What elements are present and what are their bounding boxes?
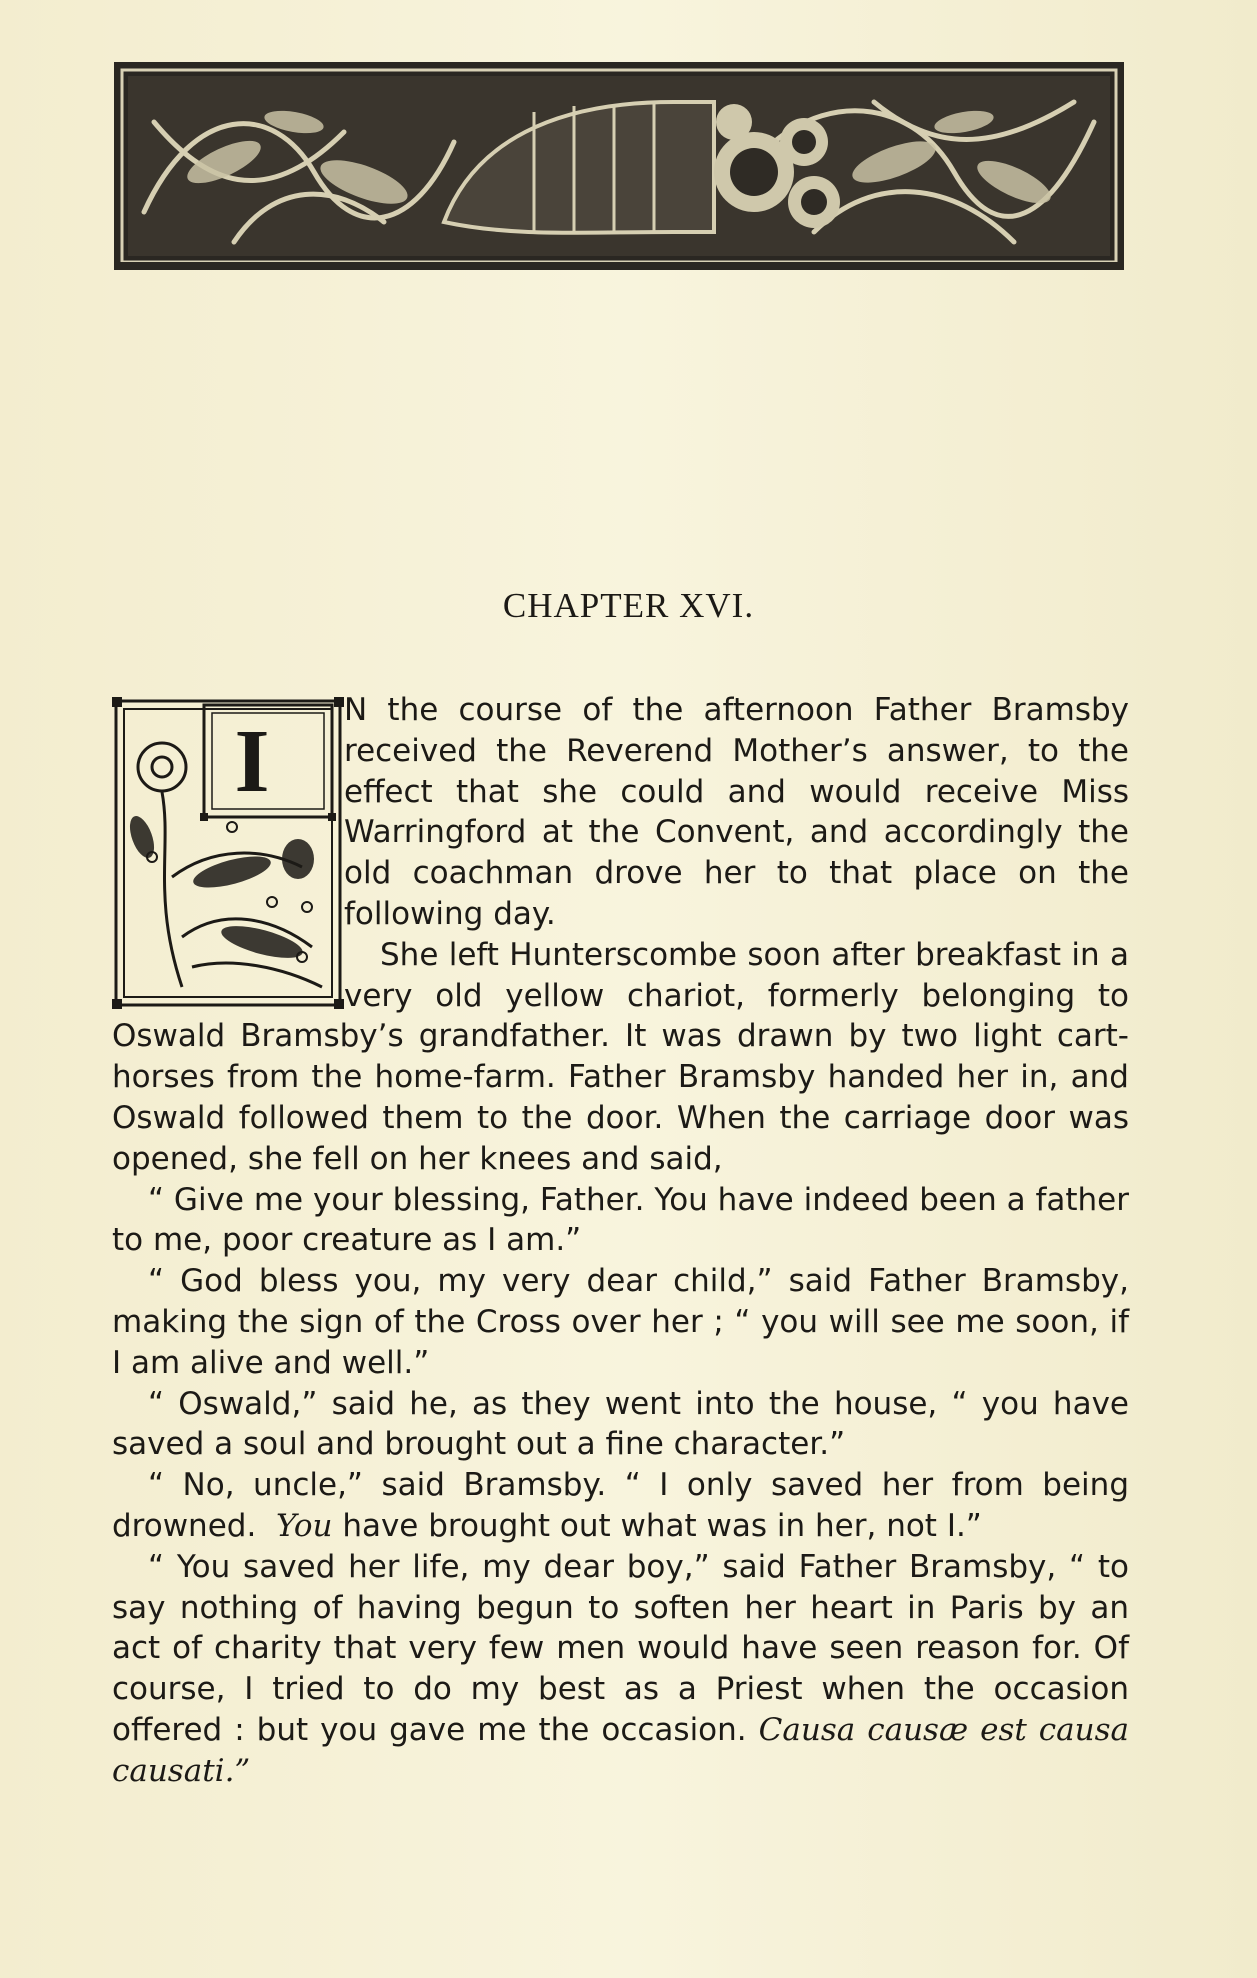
ornamental-headpiece [114, 62, 1124, 270]
paragraph-7-text: “ You saved her life, my dear boy,” said Father Bramsby, “ to say nothing of having begun to soften her heart in Paris by an act of charity that very few men would have seen reason for. Of course, I tried to do my best as a Priest when the occasion offered : but you gave me the occasion. [112, 1548, 1129, 1748]
chapter-title: CHAPTER XVI. [502, 586, 755, 625]
body-text [112, 690, 1129, 1792]
paragraph-6 [112, 1465, 1129, 1547]
paragraph-6-end: have brought out what was in her, not I.” [342, 1507, 982, 1544]
paragraph-4: “ God bless you, my very dear child,” said Father Bramsby, making the sign of the Cross over her ; “ you will see me soon, if I am alive and well.” [112, 1263, 1129, 1381]
paragraph-5: “ Oswald,” said he, as they went into the house, “ you have saved a soul and brought out a fine character.” [112, 1385, 1129, 1463]
paragraph-6-start: “ No, uncle,” said Bramsby. “ I only saved her from being drowned. [112, 1467, 1129, 1544]
paragraph-7 [112, 1547, 1129, 1792]
paragraph-2: She left Hunterscombe soon after breakfast in a very old yellow chariot, formerly belonging to Oswald Bramsby’s grandfather. It was drawn by two light cart-horses from the home-farm. Father Bramsby handed her in, and Oswald followed them to the door. When the carriage door was opened, she fell on her knees and said, [112, 936, 1129, 1177]
headpiece-ornament-icon [114, 62, 1124, 270]
latin-quote: Causa causæ est causa causati.” [112, 1711, 1130, 1789]
paragraph-6-emphasis: You [276, 1507, 333, 1544]
drop-cap-spacer [112, 690, 340, 1008]
paragraph-1: N the course of the afternoon Father Bramsby received the Reverend Mother’s answer, to the effect that she could and would receive Miss Warringford at the Convent, and accordingly the old coachman drove her to that place on the following day. [344, 692, 1129, 932]
paragraph-3: “ Give me your blessing, Father. You have indeed been a father to me, poor creature as I am.” [112, 1181, 1129, 1259]
drop-cap-letter: I [234, 712, 270, 811]
